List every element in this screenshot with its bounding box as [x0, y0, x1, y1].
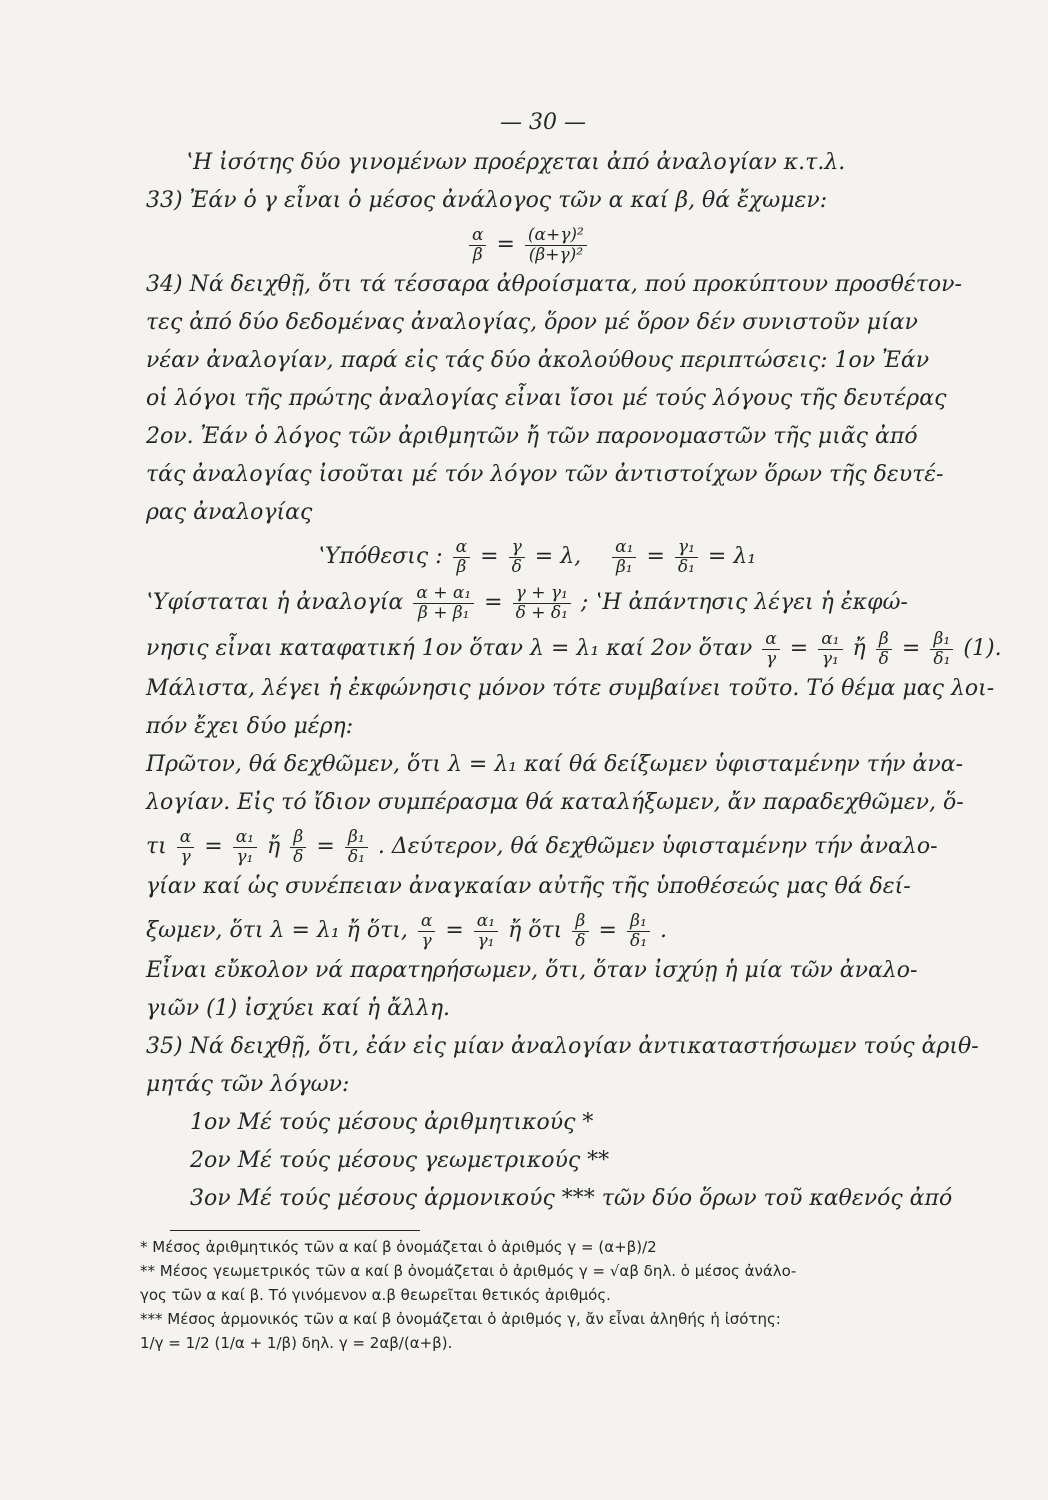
line-12: νησις εἶναι καταφατική 1ον ὅταν λ = λ₁ καί 2ον ὅταν $\frac{\alpha}{\gamma}$ = $\frac{\text{α₁}}{\text{γ₁}}$ ἤ $\frac{\beta}{\delta}$ = $\frac{\text{β₁}}{\text{δ₁}}$ (1).: [146, 629, 1002, 669]
line-15: Πρῶτον, θά δεχθῶμεν, ὅτι λ = λ₁ καί θά δείξωμεν ὑφισταμένην τήν ἀνα-: [146, 752, 964, 777]
hypothesis-label: ʽΥπόθεσις :: [318, 544, 443, 570]
line-34: 34) Νά δειχθῇ, ὅτι τά τέσσαρα ἀθροίσματα, πού προκύπτουν προσθέτον-: [146, 272, 962, 297]
line-25: 2ον Μέ τούς μέσους γεωμετρικούς **: [190, 1148, 610, 1173]
footnote-3: γος τῶν α καί β. Τό γινόμενον α.β θεωρεῖται θετικός ἀριθμός.: [140, 1286, 611, 1304]
footnote-2: ** Μέσος γεωμετρικός τῶν α καί β ὀνομάζεται ὁ ἀριθμός γ = √αβ δηλ. ὁ μέσος ἀνάλο-: [140, 1262, 797, 1280]
line-6: οἱ λόγοι τῆς πρώτης ἀναλογίας εἶναι ἴσοι μέ τούς λόγους τῆς δευτέρας: [146, 386, 947, 411]
line-4: τες ἀπό δύο δεδομένας ἀναλογίας, ὅρον μέ ὅρον δέν συνιστοῦν μίαν: [146, 310, 918, 335]
equation-33: $\frac{\alpha}{\beta}$ = $\frac{\text{(α+γ)²}}{\text{(β+γ)²}}$: [466, 226, 590, 264]
line-7: 2ον. Ἐάν ὁ λόγος τῶν ἀριθμητῶν ἤ τῶν παρονομαστῶν τῆς μιᾶς ἀπό: [146, 424, 918, 449]
line-5: νέαν ἀναλογίαν, παρά εἰς τάς δύο ἀκολούθους περιπτώσεις: 1ον Ἐάν: [146, 348, 930, 373]
line-35: 35) Νά δειχθῇ, ὅτι, ἐάν εἰς μίαν ἀναλογίαν ἀντικαταστήσωμεν τούς ἀριθ-: [146, 1034, 979, 1059]
line-11: ʽΥφίσταται ἡ ἀναλογία $\frac{\text{α + α₁}}{\text{β + β₁}}$ = $\frac{\text{γ + γ₁}}{\text{δ + δ₁}}$ ; ʽΗ ἀπάντησις λέγει ἡ ἐκφώ-: [146, 583, 908, 623]
line-16: λογίαν. Εἰς τό ἴδιον συμπέρασμα θά καταλήξωμεν, ἄν παραδεχθῶμεν, ὅ-: [146, 790, 964, 815]
line-17-end: . Δεύτερον, θά δεχθῶμεν ὑφισταμένην τήν ἀναλο-: [377, 834, 938, 860]
footnote-1: * Μέσος ἀριθμητικός τῶν α καί β ὀνομάζεται ὁ ἀριθμός γ = (α+β)/2: [140, 1238, 657, 1256]
line-19: ξωμεν, ὅτι λ = λ₁ ἤ ὅτι, $\frac{\alpha}{\gamma}$ = $\frac{\text{α₁}}{\text{γ₁}}$ ἤ ὅτι $\frac{\beta}{\delta}$ = $\frac{\text{β₁}}{\text{δ₁}}$ .: [146, 911, 668, 951]
line-19-start: ξωμεν, ὅτι λ = λ₁ ἤ ὅτι,: [146, 918, 408, 944]
line-14: πόν ἔχει δύο μέρη:: [146, 714, 354, 739]
line-18: γίαν καί ὡς συνέπειαν ἀναγκαίαν αὐτῆς τῆς ὑποθέσεώς μας θά δεί-: [146, 874, 911, 899]
line-13: Μάλιστα, λέγει ἡ ἐκφώνησις μόνον τότε συμβαίνει τοῦτο. Τό θέμα μας λοι-: [146, 676, 995, 701]
line-20: Εἶναι εὔκολον νά παρατηρήσωμεν, ὅτι, ὅταν ἰσχύῃ ἡ μία τῶν ἀναλο-: [146, 958, 918, 983]
line-33: 33) Ἐάν ὁ γ εἶναι ὁ μέσος ἀνάλογος τῶν α καί β, θά ἔχωμεν:: [146, 188, 828, 213]
line-17: τι $\frac{\alpha}{\gamma}$ = $\frac{\text{α₁}}{\text{γ₁}}$ ἤ $\frac{\beta}{\delta}$ = $\frac{\text{β₁}}{\text{δ₁}}$ . Δεύτερον, θά δεχθῶμεν ὑφισταμένην τήν ἀναλο-: [146, 827, 938, 867]
line-1: ʽΗ ἰσότης δύο γινομένων προέρχεται ἀπό ἀναλογίαν κ.τ.λ.: [186, 150, 846, 175]
line-11-start: ʽΥφίσταται ἡ ἀναλογία: [146, 590, 404, 616]
footnote-4: *** Μέσος ἁρμονικός τῶν α καί β ὀνομάζεται ὁ ἀριθμός γ, ἄν εἶναι ἀληθής ἡ ἰσότης:: [140, 1310, 781, 1328]
line-26: 3ον Μέ τούς μέσους ἁρμονικούς *** τῶν δύο ὅρων τοῦ καθενός ἀπό: [190, 1186, 953, 1211]
hypothesis-line: ʽΥπόθεσις : $\frac{\alpha}{\beta}$ = $\frac{\gamma}{\delta}$ = λ, $\frac{\text{α₁}}{\text{β₁}}$ = $\frac{\text{γ₁}}{\text{δ₁}}$ = λ₁: [318, 537, 757, 577]
footnote-rule: [170, 1230, 420, 1231]
line-21: γιῶν (1) ἰσχύει καί ἡ ἄλλη.: [146, 996, 451, 1021]
line-8: τάς ἀναλογίας ἰσοῦται μέ τόν λόγον τῶν ἀντιστοίχων ὅρων τῆς δευτέ-: [146, 462, 944, 487]
line-23: μητάς τῶν λόγων:: [146, 1072, 350, 1097]
page-number: — 30 —: [500, 110, 586, 135]
line-12-start: νησις εἶναι καταφατική 1ον ὅταν λ = λ₁ καί 2ον ὅταν: [146, 636, 753, 662]
line-11-end: ; ʽΗ ἀπάντησις λέγει ἡ ἐκφώ-: [580, 590, 908, 616]
line-24: 1ον Μέ τούς μέσους ἀριθμητικούς *: [190, 1110, 594, 1135]
line-9: ρας ἀναλογίας: [146, 500, 313, 525]
footnote-5: 1/γ = 1/2 (1/α + 1/β) δηλ. γ = 2αβ/(α+β).: [140, 1334, 453, 1352]
